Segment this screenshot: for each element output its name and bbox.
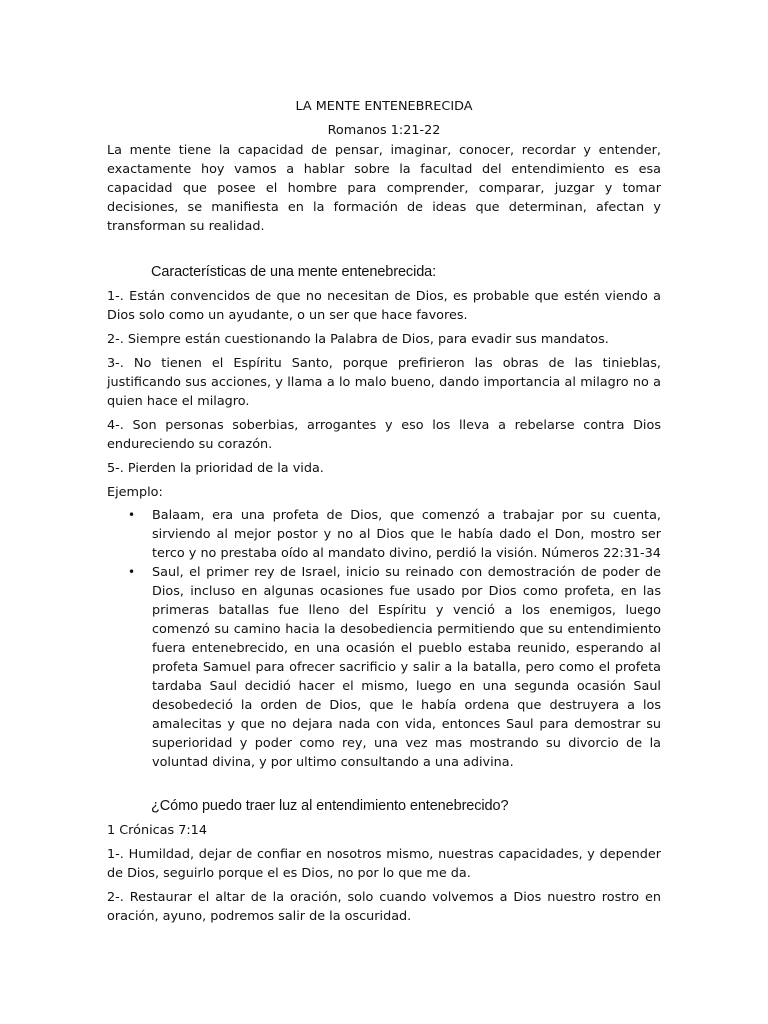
bullet-icon: • xyxy=(128,565,136,579)
document-page xyxy=(107,97,661,931)
characteristic-item-3: 3-. No tienen el Espíritu Santo, porque prefirieron las obras de las tinieblas, justificando sus acciones, y llama a lo malo bueno, dando importancia al milagro no a quien hace el milagro. xyxy=(107,356,661,409)
example-label: Ejemplo: xyxy=(107,485,163,500)
scripture-reference: 1 Crónicas 7:14 xyxy=(107,823,207,838)
section-characteristics xyxy=(107,262,661,772)
characteristic-item-1: 1-. Están convencidos de que no necesitan de Dios, es probable que estén viendo a Dios solo como un ayudante, o un ser que hace favores. xyxy=(107,289,661,323)
characteristic-item-4: 4-. Son personas soberbias, arrogantes y eso los lleva a rebelarse contra Dios endureciendo su corazón. xyxy=(107,418,661,452)
example-text-balaam: Balaam, era una profeta de Dios, que comenzó a trabajar por su cuenta, sirviendo al mejor postor y no al Dios que le había dado el Don, mostro ser terco y no prestaba oído al mandato divino, perdió la visión. Números 22:31-34 xyxy=(152,508,661,561)
section-light xyxy=(107,796,661,926)
light-item-2: 2-. Restaurar el altar de la oración, solo cuando volvemos a Dios nuestro rostro en oración, ayuno, podremos salir de la oscuridad. xyxy=(107,890,661,924)
document-subtitle: Romanos 1:21-22 xyxy=(327,123,441,138)
bullet-icon: • xyxy=(128,508,136,522)
example-item-balaam xyxy=(107,506,661,563)
example-item-saul xyxy=(107,563,661,772)
intro-paragraph: La mente tiene la capacidad de pensar, imaginar, conocer, recordar y entender, exactamente hoy vamos a hablar sobre la facultad del entendimiento es esa capacidad que posee el hombre para comprender, comparar, juzgar y tomar decisiones, se manifiesta en la formación de ideas que determinan, afectan y transforman su realidad. xyxy=(107,143,661,234)
document-title: LA MENTE ENTENEBRECIDA xyxy=(295,99,473,114)
example-text-saul: Saul, el primer rey de Israel, inicio su reinado con demostración de poder de Dios, incluso en algunas ocasiones fue usado por Dios como profeta, en las primeras batallas fue lleno del Espíritu y venció a los enemigos, luego comenzó su camino hacia la desobediencia permitiendo que su entendimiento fuera entenebrecido, en una ocasión el pueblo estaba reunido, esperando al profeta Samuel para ofrecer sacrificio y salir a la batalla, pero como el profeta tardaba Saul decidió hacer el mismo, luego en una segunda ocasión Saul desobedeció la orden de Dios, que le había ordena que destruyera a los amalecitas y que no dejara nada con vida, entonces Saul para demostrar su superioridad y poder como rey, una vez mas mostrando su divorcio de la voluntad divina, y por ultimo consultando a una adivina. xyxy=(152,565,661,770)
section-heading-light: ¿Cómo puedo traer luz al entendimiento entenebrecido? xyxy=(151,798,509,814)
characteristic-item-5: 5-. Pierden la prioridad de la vida. xyxy=(107,461,324,476)
section-heading-characteristics: Características de una mente entenebrecida: xyxy=(151,264,437,280)
example-list xyxy=(107,506,661,772)
light-item-1: 1-. Humildad, dejar de confiar en nosotros mismo, nuestras capacidades, y depender de Dios, seguirlo porque el es Dios, no por lo que me da. xyxy=(107,847,661,881)
characteristic-item-2: 2-. Siempre están cuestionando la Palabra de Dios, para evadir sus mandatos. xyxy=(107,332,609,347)
